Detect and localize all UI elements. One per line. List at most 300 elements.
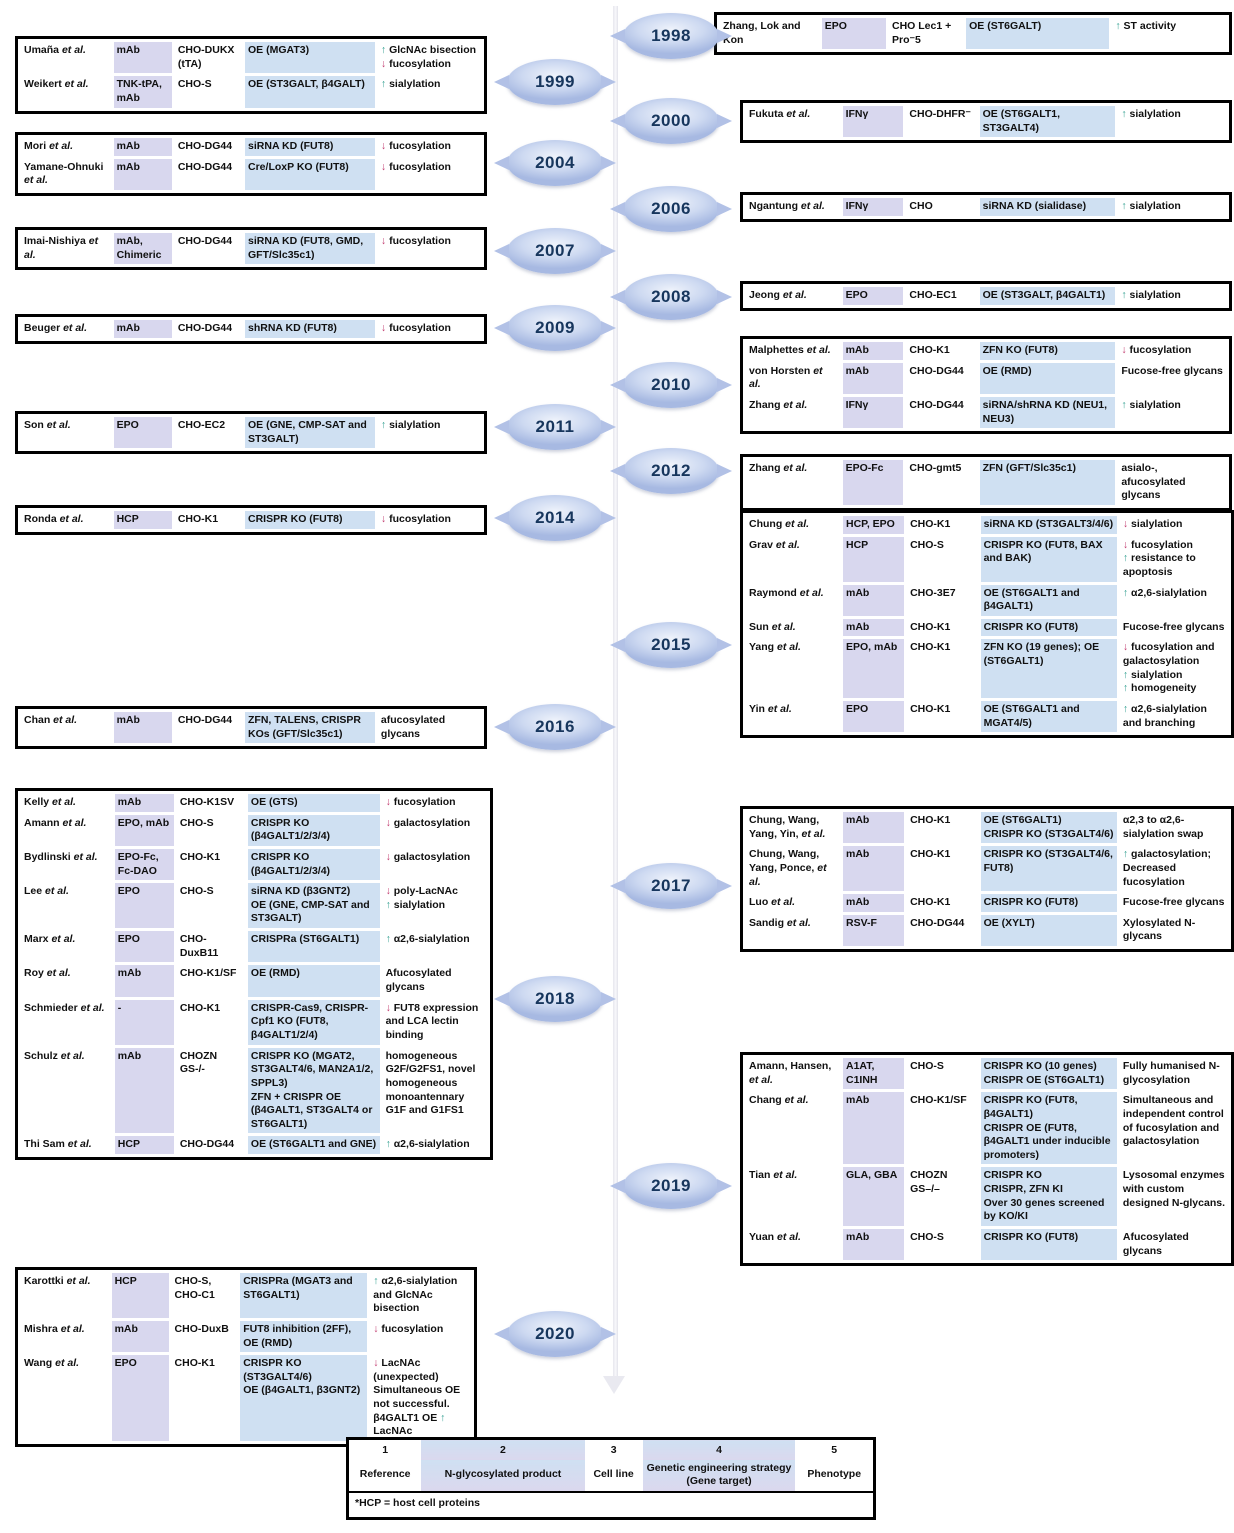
reference-cell: Mishra et al. (24, 1322, 85, 1335)
phenotype-line: ↓ LacNAc (unexpected) (373, 1357, 439, 1383)
year-bubble-2008 (623, 274, 719, 320)
phenotype-line: ↓ fucosylation (380, 235, 451, 247)
study-table-2012 (740, 454, 1232, 511)
table-row (21, 138, 481, 156)
product-cell: mAb (843, 363, 904, 394)
strategy-line: siRNA/shRNA KD (NEU1, NEU3) (982, 398, 1108, 425)
cell-line-cell: CHO-K1 (909, 344, 950, 356)
year-label: 2017 (651, 876, 691, 895)
cell-line-cell: CHO-K1 (910, 641, 951, 654)
phenotype-line: ↑ sialylation (1121, 108, 1181, 120)
strategy-cell (240, 1355, 367, 1441)
strategy-line: OE (RMD) (982, 364, 1032, 377)
reference-cell: Mori et al. (24, 140, 74, 152)
phenotype-cell (1120, 537, 1228, 582)
legend-footnote: *HCP = host cell proteins (348, 1492, 875, 1518)
reference-cell: Luo et al. (749, 896, 796, 909)
table-row (746, 812, 1228, 843)
reference-cell: Son et al. (24, 419, 71, 431)
reference-cell: Grav et al. (749, 538, 800, 551)
strategy-line: siRNA KD (sialidase) (982, 200, 1087, 212)
phenotype-line: Fucose-free glycans (1122, 620, 1225, 633)
strategy-line: CRISPR OE (ST6GALT1) (983, 1073, 1105, 1086)
bubble-tip-right (601, 321, 616, 335)
reference-cell: Amann et al. (24, 816, 87, 829)
bubble-tip-right (601, 244, 616, 258)
cell-line-cell: CHO-K1 (177, 513, 219, 525)
product-cell: mAb (843, 894, 904, 912)
cell-line-cell: CHO-DG44 (177, 322, 233, 334)
reference-cell: Ngantung et al. (749, 200, 825, 212)
legend-col4-label-sub: (Gene target) (686, 1475, 752, 1488)
strategy-line: OE (ST6GALT1 and β4GALT1) (983, 586, 1080, 613)
bubble-tip-right (717, 29, 732, 43)
bubble-tip-right (601, 1327, 616, 1341)
phenotype-line: ↑ α2,6-sialylation (385, 933, 470, 946)
strategy-line: siRNA KD (ST3GALT3/4/6) (983, 518, 1114, 530)
cell-line-cell: CHO-S (910, 538, 944, 551)
year-bubble-2004 (507, 140, 603, 186)
product-cell: EPO (843, 287, 904, 305)
table-row (746, 198, 1226, 216)
strategy-line: OE (GNE, CMP-SAT and ST3GALT) (250, 898, 370, 925)
reference-cell: Zhang et al. (749, 462, 808, 474)
product-cell: HCP (115, 1136, 174, 1154)
product-cell: TNK-tPA, mAb (114, 76, 172, 107)
year-bubble-2010 (623, 362, 719, 408)
phenotype-cell (378, 138, 481, 156)
phenotype-line: ↑ sialylation (385, 898, 446, 911)
phenotype-cell (1112, 18, 1226, 49)
strategy-cell (248, 794, 380, 812)
phenotype-line: ↑ sialylation (1121, 289, 1181, 301)
strategy-line: FUT8 inhibition (2FF), OE (RMD) (243, 1322, 352, 1349)
table-row (746, 639, 1228, 698)
product-cell: GLA, GBA (843, 1167, 904, 1226)
phenotype-line: ↑ ST activity (1115, 20, 1177, 32)
cell-line-cell: CHO-K1 (910, 848, 951, 861)
product-cell: EPO (843, 701, 904, 732)
strategy-cell (981, 894, 1117, 912)
phenotype-cell (378, 511, 481, 529)
reference-cell: Roy et al. (24, 967, 71, 980)
table-row (746, 342, 1226, 360)
reference-cell: Chung, Wang, Yang, Ponce, et al. (749, 848, 827, 888)
year-label: 2019 (651, 1176, 691, 1195)
legend-key-table (346, 1437, 876, 1520)
product-cell: mAb (843, 1092, 904, 1164)
year-bubble-2006 (623, 186, 719, 232)
phenotype-cell (1120, 894, 1228, 912)
year-bubble-1998 (623, 13, 719, 59)
reference-cell: Umaña et al. (24, 44, 86, 56)
phenotype-cell (1120, 516, 1228, 534)
legend-footnote-row (348, 1492, 875, 1518)
reference-cell: Yang et al. (749, 641, 801, 654)
cell-line-cell: CHO-K1 (174, 1357, 215, 1370)
product-cell: mAb (115, 965, 174, 996)
phenotype-cell (1118, 460, 1226, 505)
study-table-2000 (740, 100, 1232, 143)
strategy-cell (981, 516, 1117, 534)
phenotype-cell (383, 1136, 487, 1154)
reference-cell: Raymond et al. (749, 586, 824, 599)
reference-cell: Fukuta et al. (749, 108, 811, 120)
phenotype-line: ↑ homogeneity (1122, 682, 1197, 695)
strategy-cell (245, 42, 375, 73)
table-row (21, 815, 487, 846)
table-row (746, 915, 1228, 946)
cell-line-cell: CHO-EC2 (177, 419, 226, 431)
table-row (746, 846, 1228, 891)
strategy-cell (248, 849, 380, 880)
product-cell: mAb (843, 812, 904, 843)
year-bubble-2016 (507, 704, 603, 750)
phenotype-line: ↑ sialylation (1122, 668, 1183, 681)
reference-cell: Imai-Nishiya et al. (24, 235, 99, 261)
year-label: 2015 (651, 635, 691, 654)
phenotype-line: ↑ α2,6-sialylation (385, 1138, 470, 1151)
cell-line-cell: CHO Lec1 + Pro⁻5 (892, 20, 952, 46)
strategy-line: CRISPR KO (10 genes) (983, 1060, 1097, 1072)
phenotype-line: ↓ fucosylation (380, 513, 451, 525)
product-cell: EPO, mAb (843, 639, 904, 698)
cell-line-cell: CHO-S, CHO-C1 (174, 1275, 215, 1301)
year-bubble-1999 (507, 59, 603, 105)
cell-line-cell: CHO-K1/SF (179, 967, 237, 980)
year-label: 1998 (651, 26, 691, 45)
study-table-2010 (740, 336, 1232, 434)
strategy-cell (980, 363, 1116, 394)
phenotype-cell (370, 1321, 471, 1352)
table-row (746, 585, 1228, 616)
product-cell: mAb (843, 1229, 904, 1260)
cell-line-cell: CHO-K1 (910, 518, 951, 530)
phenotype-line: Simultaneous and independent control of fucosylation and galactosylation (1122, 1094, 1224, 1148)
phenotype-cell (378, 320, 481, 338)
strategy-cell (981, 1058, 1117, 1089)
reference-cell: Weikert et al. (24, 78, 89, 91)
year-label: 2006 (651, 199, 691, 218)
phenotype-cell (1118, 287, 1226, 305)
strategy-cell (980, 397, 1116, 428)
strategy-line: shRNA KD (FUT8) (248, 322, 337, 334)
strategy-line: siRNA KD (FUT8, GMD, GFT/Slc35c1) (248, 235, 364, 261)
strategy-line: OE (ST6GALT1 and GNE) (250, 1138, 377, 1151)
phenotype-cell (1118, 363, 1226, 394)
phenotype-cell (378, 42, 481, 73)
legend-col5-number: 5 (831, 1444, 838, 1456)
strategy-line: CRISPR KO (β4GALT1/2/3/4) (250, 816, 331, 843)
phenotype-cell (383, 849, 487, 880)
strategy-line: ZFN KO (19 genes); OE (ST6GALT1) (983, 641, 1100, 668)
phenotype-cell (1120, 1229, 1228, 1260)
strategy-line: siRNA KD (FUT8) (248, 140, 334, 152)
phenotype-line: Xylosylated N-glycans (1122, 916, 1196, 943)
table-row (746, 537, 1228, 582)
product-cell: EPO (115, 883, 174, 928)
reference-cell: Yin et al. (749, 703, 792, 716)
strategy-line: CRISPR KO (ST3GALT4/6) (983, 827, 1114, 840)
table-row (21, 849, 487, 880)
year-label: 2008 (651, 287, 691, 306)
phenotype-cell (383, 883, 487, 928)
reference-cell: Schulz et al. (24, 1049, 85, 1062)
table-row (21, 712, 481, 743)
cell-line-cell: CHO-DG44 (909, 398, 964, 411)
phenotype-line: ↑ α2,6-sialylation and branching (1122, 703, 1207, 729)
table-row (21, 417, 481, 448)
phenotype-line: ↑ α2,6-sialylation and GlcNAc bisection (373, 1275, 458, 1315)
table-row (21, 965, 487, 996)
study-table-2018 (15, 788, 493, 1160)
strategy-cell (980, 287, 1116, 305)
reference-cell: Yamane-Ohnuki et al. (24, 160, 104, 187)
cell-line-cell: CHO-DG44 (177, 235, 233, 247)
strategy-line: OE (ST6GALT1) (983, 814, 1062, 826)
table-row (746, 516, 1228, 534)
strategy-line: OE (MGAT3) (248, 44, 310, 56)
cell-line-cell: CHO-3E7 (910, 586, 956, 599)
reference-cell: Ronda et al. (24, 513, 84, 525)
phenotype-line: homogeneous G2F/G2FS1, novel homogeneous monoantennary G1F and G1FS1 (385, 1049, 476, 1117)
legend-col1-label: Reference (359, 1468, 411, 1481)
year-bubble-2000 (623, 98, 719, 144)
cell-line-cell: CHO-K1/SF (910, 1094, 967, 1107)
study-table-2004 (15, 132, 487, 196)
reference-cell: Yuan et al. (749, 1231, 801, 1244)
reference-cell: Tian et al. (749, 1169, 798, 1182)
bubble-tip-right (601, 75, 616, 89)
strategy-cell (245, 511, 375, 529)
product-cell: mAb (115, 1048, 174, 1134)
table-row (21, 76, 481, 107)
strategy-line: CRISPR KO (FUT8, β4GALT1) (983, 1094, 1078, 1120)
strategy-cell (248, 1136, 380, 1154)
strategy-line: ZFN, TALENS, CRISPR KOs (GFT/Slc35c1) (248, 714, 361, 740)
phenotype-cell (1120, 846, 1228, 891)
reference-cell: Wang et al. (24, 1357, 80, 1370)
strategy-cell (966, 18, 1109, 49)
cell-line-cell: CHO-K1SV (179, 796, 235, 808)
phenotype-cell (1120, 619, 1228, 637)
phenotype-line: Lysosomal enzymes with custom designed N-glycans. (1122, 1169, 1225, 1209)
year-bubble-2017 (623, 863, 719, 909)
year-bubble-2015 (623, 622, 719, 668)
cell-line-cell: CHO-DuxB (174, 1322, 229, 1335)
product-cell: RSV-F (843, 915, 904, 946)
phenotype-cell (383, 1000, 487, 1045)
study-table-2016 (15, 706, 487, 749)
strategy-cell (981, 701, 1117, 732)
table-row (746, 1092, 1228, 1164)
study-table-2009 (15, 314, 487, 344)
phenotype-cell (383, 1048, 487, 1134)
cell-line-cell: CHO-DuxB11 (179, 933, 219, 959)
strategy-cell (248, 815, 380, 846)
cell-line-cell: CHO-S (910, 1060, 944, 1072)
phenotype-cell (1120, 1092, 1228, 1164)
table-row (21, 1048, 487, 1134)
bubble-tip-right (717, 1179, 732, 1193)
strategy-line: CRISPR KO (FUT8) (983, 896, 1079, 909)
phenotype-cell (383, 794, 487, 812)
legend-label-row (348, 1460, 875, 1492)
phenotype-line: ↑ sialylation (380, 78, 441, 91)
product-cell: mAb (114, 42, 172, 73)
phenotype-line: ↓ fucosylation (380, 160, 451, 173)
phenotype-cell (383, 931, 487, 962)
strategy-cell (240, 1321, 367, 1352)
product-cell: EPO-Fc (843, 460, 904, 505)
phenotype-line: ↓ galactosylation (385, 816, 471, 829)
cell-line-cell: CHO (909, 200, 933, 212)
strategy-line: CRISPRa (ST6GALT1) (250, 933, 360, 946)
phenotype-line: ↓ fucosylation (1121, 344, 1192, 356)
phenotype-cell (378, 233, 481, 264)
phenotype-cell (378, 76, 481, 107)
product-cell: mAb (114, 159, 172, 190)
legend-col1-number: 1 (382, 1444, 389, 1456)
strategy-cell (245, 138, 375, 156)
cell-line-cell: CHO-S (177, 78, 212, 91)
table-row (746, 1058, 1228, 1089)
table-row (21, 159, 481, 190)
strategy-cell (981, 812, 1117, 843)
year-bubble-2007 (507, 228, 603, 274)
table-row (21, 883, 487, 928)
strategy-line: OE (ST6GALT) (969, 20, 1042, 32)
phenotype-cell (1118, 198, 1226, 216)
reference-cell: Chan et al. (24, 714, 78, 726)
phenotype-line: ↓ fucosylation and galactosylation (1122, 641, 1215, 668)
strategy-cell (980, 460, 1116, 505)
strategy-cell (981, 537, 1117, 582)
phenotype-line: α2,3 to α2,6-sialylation swap (1122, 814, 1204, 840)
phenotype-line: ↑ sialylation (1121, 200, 1181, 212)
phenotype-line: asialo-, afucosylated glycans (1121, 462, 1186, 502)
phenotype-cell (378, 417, 481, 448)
year-bubble-2020 (507, 1311, 603, 1357)
product-cell: mAb (112, 1321, 169, 1352)
study-table-2015 (740, 510, 1234, 738)
year-bubble-2011 (507, 404, 603, 450)
strategy-line: ZFN KO (FUT8) (982, 344, 1058, 356)
year-label: 2009 (535, 318, 575, 337)
phenotype-line: Decreased fucosylation (1122, 861, 1185, 888)
phenotype-cell (1120, 915, 1228, 946)
table-row (746, 460, 1226, 505)
strategy-line: CRISPR KO (MGAT2, ST3GALT4/6, MAN2A1/2, SPPL3) (250, 1049, 374, 1089)
legend-col5-label: Phenotype (807, 1468, 862, 1481)
phenotype-line: ↓ fucosylation (1122, 538, 1193, 551)
phenotype-line: ↑ GlcNAc bisection (380, 44, 477, 56)
strategy-line: CRISPR KO (ST3GALT4/6, FUT8) (983, 848, 1113, 874)
strategy-line: OE (GNE, CMP-SAT and ST3GALT) (248, 419, 367, 445)
product-cell: mAb, Chimeric (114, 233, 172, 264)
table-row (21, 931, 487, 962)
product-cell: mAb (843, 619, 904, 637)
reference-cell: Thi Sam et al. (24, 1138, 92, 1151)
strategy-cell (248, 931, 380, 962)
phenotype-line: ↓ FUT8 expression and LCA lectin binding (385, 1001, 479, 1041)
reference-cell: Chang et al. (749, 1094, 809, 1107)
cell-line-cell: CHO-S (910, 1231, 944, 1244)
strategy-cell (981, 639, 1117, 698)
strategy-cell (981, 1229, 1117, 1260)
product-cell: mAb (114, 138, 172, 156)
product-cell: EPO (112, 1355, 169, 1441)
product-cell: IFNγ (843, 198, 904, 216)
bubble-tip-right (601, 720, 616, 734)
strategy-cell (240, 1273, 367, 1318)
table-row (21, 320, 481, 338)
strategy-line: CRISPR KO (FUT8) (248, 513, 343, 525)
reference-cell: Chung et al. (749, 518, 810, 530)
cell-line-cell: CHO-K1 (910, 620, 951, 633)
strategy-cell (245, 159, 375, 190)
strategy-line: OE (XYLT) (983, 916, 1035, 929)
year-label: 2018 (535, 989, 575, 1008)
table-row (746, 1229, 1228, 1260)
strategy-line: CRISPR KO (FUT8) (983, 620, 1079, 633)
study-table-1998 (714, 12, 1232, 55)
cell-line-cell: CHO-S (179, 885, 214, 898)
cell-line-cell: CHO-DG44 (177, 714, 233, 726)
strategy-cell (245, 76, 375, 107)
legend-number-row (348, 1439, 875, 1460)
year-label: 1999 (535, 72, 575, 91)
legend (346, 1437, 876, 1520)
strategy-cell (980, 198, 1116, 216)
table-row (21, 1355, 471, 1441)
legend-col2-number: 2 (421, 1439, 584, 1460)
cell-line-cell: CHO-DG44 (179, 1138, 235, 1151)
phenotype-line: ↑ α2,6-sialylation (1122, 586, 1207, 599)
cell-line-cell: CHO-DHFR⁻ (909, 108, 971, 120)
strategy-line: Cre/LoxP KO (FUT8) (248, 160, 349, 173)
timeline-arrowhead-icon (603, 1376, 625, 1394)
strategy-line: OE (ST3GALT, β4GALT) (248, 78, 365, 91)
product-cell: EPO (114, 417, 172, 448)
phenotype-cell (383, 815, 487, 846)
reference-cell: Schmieder et al. (24, 1001, 105, 1014)
bubble-tip-right (717, 290, 732, 304)
phenotype-cell (1120, 701, 1228, 732)
product-cell: HCP (114, 511, 172, 529)
product-cell: HCP, EPO (843, 516, 904, 534)
product-cell: mAb (115, 794, 174, 812)
cell-line-cell: CHO-K1 (910, 814, 951, 826)
strategy-line: CRISPR OE (FUT8, β4GALT1 under inducible promoters) (983, 1121, 1111, 1161)
table-row (21, 794, 487, 812)
phenotype-line: ↓ fucosylation (380, 57, 451, 70)
phenotype-line: Afucosylated glycans (385, 967, 452, 994)
phenotype-cell (1120, 1167, 1228, 1226)
phenotype-cell (370, 1273, 471, 1318)
phenotype-line: ↓ galactosylation (385, 850, 471, 863)
cell-line-cell: CHO-K1 (910, 896, 951, 909)
table-row (21, 511, 481, 529)
year-label: 2004 (535, 153, 575, 172)
strategy-line: CRISPR KO (FUT8) (983, 1231, 1079, 1244)
cell-line-cell: CHO-K1 (910, 703, 951, 716)
strategy-cell (981, 915, 1117, 946)
strategy-line: CRISPR KO (983, 1169, 1042, 1182)
phenotype-cell (378, 159, 481, 190)
year-label: 2012 (651, 461, 691, 480)
reference-cell: Beuger et al. (24, 322, 88, 334)
